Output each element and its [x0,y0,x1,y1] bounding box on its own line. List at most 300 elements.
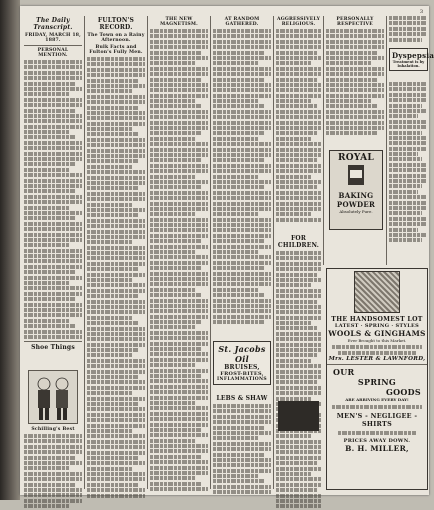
text-line [213,131,265,135]
text-block [24,434,82,508]
text-line [87,477,145,481]
ad-line: MEN'S - NEGLIGEE - SHIRTS [336,412,418,428]
column-7 [389,16,434,265]
text-line [24,114,82,118]
text-line [24,488,82,492]
text-line [276,56,321,60]
text-line [389,16,426,20]
handsomest-lot-ad [326,268,428,490]
text-line [87,402,139,406]
text-line [150,175,195,179]
text-line [326,45,384,49]
text-line [389,190,418,194]
text-line [213,261,271,265]
text-line [150,131,202,135]
text-line [150,104,202,108]
text-line [87,418,145,422]
text-line [276,332,321,336]
text-line [213,474,258,478]
text-line [213,180,271,184]
text-line [24,119,82,123]
text-line [276,450,321,454]
text-line [213,309,271,313]
text-line [24,445,82,449]
text-line [213,436,258,440]
text-line [87,332,145,336]
text-line [389,179,426,183]
column-heading: PERSONALLY RESPECTIVE [336,17,374,27]
text-line [213,207,271,211]
text-line [213,228,271,232]
text-line [276,483,321,487]
ad-line: OUR [333,367,355,377]
text-line [87,262,145,266]
text-line [87,445,145,449]
text-line [24,71,82,75]
text-line [276,461,317,465]
text-line [213,148,271,152]
text-line [213,191,271,195]
ad-line: INFLAMMATIONS [217,377,267,382]
text-line [24,98,82,102]
text-line [326,34,384,38]
text-line [150,218,208,222]
divider [327,364,427,365]
text-line [24,227,82,231]
text-line [326,88,384,92]
text-line [87,89,132,93]
text-line [213,164,271,168]
ad-line: ARE ARRIVING EVERY DAY! [345,397,409,402]
text-line [276,137,311,141]
text-line [150,487,208,491]
text-line [150,390,208,394]
text-line [326,115,384,119]
text-line [24,60,82,64]
text-line [150,202,208,206]
text-line [276,262,321,266]
text-line [276,121,321,125]
text-block [150,29,208,491]
text-line [150,207,208,211]
text-line [276,348,321,352]
text-line [276,278,321,282]
text-line [326,83,384,87]
text-line [213,212,258,216]
text-line [87,429,132,433]
text-line [389,168,426,172]
text-line [276,185,317,189]
ad-line: POWDER [336,200,376,209]
text-line [87,424,145,428]
ad-line: WOOLS & GINGHAMS [328,329,426,338]
column-subheading: Bulk Facts and Fulton's Fully Men. [89,45,143,55]
text-line [276,51,317,55]
text-line [87,256,145,260]
text-line [87,100,145,104]
text-line [150,51,202,55]
text-line [87,391,132,395]
column-2 [87,16,145,489]
text-line [150,460,208,464]
text-line [87,73,145,77]
text-line [24,130,69,134]
text-line [213,299,271,303]
text-line [213,442,271,446]
text-line [213,490,271,494]
text-line [276,169,321,173]
text-line [150,72,208,76]
text-line [276,499,321,503]
text-line [213,293,265,297]
text-line [389,114,418,118]
text-line [150,180,208,184]
text-line [213,426,265,430]
text-line [150,417,208,421]
text-block [276,29,321,222]
text-line [389,184,422,188]
text-line [24,222,82,226]
text-line [150,466,208,470]
text-line [87,138,145,142]
text-line [87,240,132,244]
text-line [87,246,145,250]
st-jacobs-oil-ad [213,341,271,385]
text-line [213,78,265,82]
royal-baking-powder-ad [329,150,383,230]
text-line [213,239,265,243]
column-heading: FULTON'S RECORD. [97,17,135,31]
text-line [276,359,311,363]
text-line [213,110,271,114]
text-line [87,283,145,287]
text-line [389,211,422,215]
text-line [213,469,271,473]
text-line [87,278,132,282]
text-line [276,78,317,82]
text-line [87,488,145,492]
text-line [87,440,145,444]
text-line [150,34,208,38]
text-line [326,61,371,65]
text-line [87,127,132,131]
text-line [87,370,145,374]
text-line [276,305,321,309]
text-line [87,208,145,212]
text-line [150,169,208,173]
text-line [276,343,321,347]
text-line [24,211,82,215]
text-line [276,148,321,152]
text-line [150,379,208,383]
text-line [87,230,145,234]
text-line [87,434,145,438]
text-line [24,65,82,69]
baking-powder-can-icon [346,163,366,187]
text-line [24,135,76,139]
text-line [326,131,378,135]
text-line [24,152,82,156]
text-line [24,249,82,253]
text-line [213,304,271,308]
text-line [24,499,82,503]
text-line [24,195,82,199]
text-line [213,99,258,103]
text-line [213,320,265,324]
text-line [276,191,321,195]
text-line [24,82,76,86]
column-heading: PERSONAL MENTION. [37,48,69,58]
text-line [213,88,271,92]
text-line [150,358,208,362]
ad-line: GOODS [386,387,421,397]
text-line [150,78,202,82]
text-line [150,121,208,125]
text-line [389,93,426,97]
text-line [150,444,208,448]
text-line [150,428,202,432]
text-line [150,309,208,313]
text-line [213,40,271,44]
text-line [87,413,145,417]
text-line [87,273,145,277]
ad-line: BAKING [338,191,374,200]
text-line [213,250,258,254]
ad-line: FROST-BITES, [220,371,264,377]
text-line [87,364,145,368]
text-line [213,61,258,65]
cartoon-illustration [28,370,78,424]
text-line [24,472,82,476]
text-line [24,243,69,247]
text-line [87,380,145,384]
text-line [326,94,384,98]
text-line [276,61,311,65]
text-line [87,375,139,379]
text-line [150,185,202,189]
text-line [87,197,145,201]
text-line [87,224,145,228]
text-line [276,494,321,498]
text-line [87,154,145,158]
text-line [87,95,145,99]
text-line [326,56,384,60]
text-line [213,447,271,451]
text-line [389,152,418,156]
text-line [213,458,271,462]
column-rule [386,16,387,265]
text-line [87,397,145,401]
text-line [87,235,145,239]
column-3 [150,16,208,489]
text-line [276,196,321,200]
text-line [150,277,208,281]
text-line [150,29,208,33]
text-line [150,137,195,141]
text-line [24,335,82,339]
text-line [213,169,271,173]
text-line [338,351,416,355]
text-line [87,203,132,207]
column-heading: Schilling's Best [31,427,75,432]
text-line [24,439,82,443]
text-line [276,158,317,162]
book-binding [0,0,20,500]
text-line [326,126,384,130]
text-line [24,200,82,204]
text-line [213,282,271,286]
text-line [150,272,208,276]
text-line [87,343,145,347]
text-line [276,67,321,71]
text-line [24,146,82,150]
text-line [24,313,82,317]
text-line [24,206,69,210]
text-line [389,27,426,31]
text-line [150,245,208,249]
text-line [87,149,145,153]
text-line [24,483,76,487]
text-line [389,233,426,237]
text-line [276,337,321,341]
text-line [389,206,426,210]
text-line [87,84,145,88]
text-line [150,299,208,303]
text-line [276,273,317,277]
text-line [87,159,139,163]
text-line [276,207,321,211]
text-line [389,104,422,108]
text-line [213,255,271,259]
text-block [87,57,145,498]
text-line [276,488,317,492]
text-line [150,212,195,216]
text-line [389,21,426,25]
text-line [87,170,145,174]
text-line [389,238,422,242]
text-line [150,406,208,410]
text-line [276,321,311,325]
text-line [87,327,145,331]
text-line [326,40,384,44]
text-line [276,434,311,438]
text-line [276,391,321,395]
text-line [213,158,265,162]
text-line [276,131,317,135]
ad-line: SPRING [357,377,397,387]
divider [24,341,82,342]
text-line [150,56,208,60]
column-rule [210,16,211,489]
column-subheading: The Town on a Rainy Afternoon. [87,33,145,43]
text-line [150,88,208,92]
text-line [389,32,426,36]
text-line [276,83,321,87]
ad-title: FOR CHILDREN. [277,235,320,249]
column-6 [326,16,384,265]
text-line [24,461,82,465]
text-line [24,456,76,460]
text-line [213,115,271,119]
text-line [213,245,271,249]
text-line [24,259,82,263]
text-line [24,173,82,177]
text-line [87,456,139,460]
text-line [87,192,145,196]
text-line [213,463,271,467]
text-line [87,451,145,455]
text-block [389,16,426,42]
text-line [213,83,271,87]
text-line [150,352,208,356]
text-line [389,125,426,129]
text-line [276,472,311,476]
text-line [87,353,132,357]
ad-title: LEBS & SHAW [216,395,268,402]
column-heading: Shoe Things [31,343,75,351]
text-line [213,277,271,281]
text-line [150,148,208,152]
text-line [87,461,145,465]
text-line [87,407,145,411]
text-line [276,34,321,38]
text-line [87,251,145,255]
text-line [213,415,271,419]
text-line [276,153,321,157]
text-line [276,110,321,114]
text-line [389,217,426,221]
text-line [276,164,321,168]
text-block [276,251,321,508]
text-line [276,218,321,222]
text-line [24,265,82,269]
text-line [24,157,82,161]
text-line [24,141,82,145]
text-line [276,72,321,76]
text-line [150,423,208,427]
text-line [150,304,208,308]
text-block [213,29,271,324]
text-line [389,147,426,151]
dark-ad-block [278,401,319,431]
text-line [276,397,311,401]
text-line [87,181,145,185]
text-line [150,153,208,157]
text-line [150,439,195,443]
text-line [389,222,426,226]
ad-line: B. H. MILLER, [345,444,409,453]
text-line [87,106,139,110]
text-line [24,168,69,172]
text-line [87,494,145,498]
text-line [213,404,271,408]
text-line [24,493,82,497]
text-line [150,363,195,367]
column-rule [323,16,324,265]
text-line [213,185,265,189]
text-line [87,111,145,115]
text-line [150,196,208,200]
text-line [24,303,82,307]
text-line [276,175,311,179]
text-line [213,272,271,276]
text-line [276,88,321,92]
text-line [213,34,271,38]
text-line [276,477,321,481]
text-line [389,82,426,86]
text-line [213,56,271,60]
text-line [87,316,132,320]
